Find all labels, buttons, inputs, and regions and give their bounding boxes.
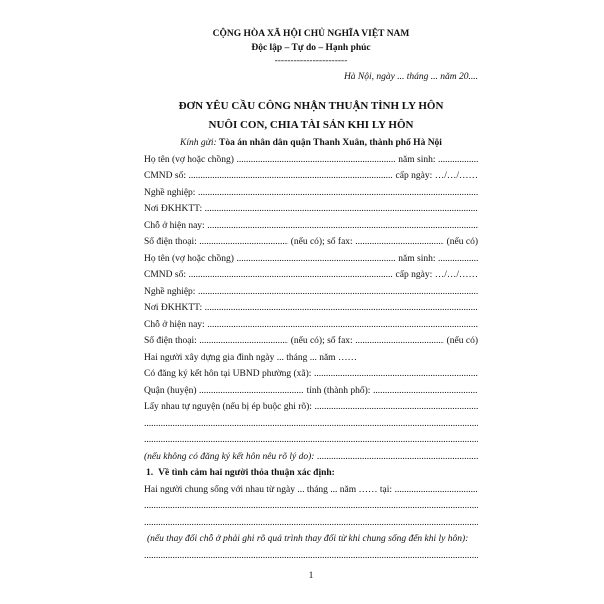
residence-label: Nơi ĐKHKTT: [144,204,203,215]
no-registration-row [144,449,478,466]
voluntary-row [144,399,478,416]
occupation-fill-leader [198,185,478,202]
no-registration-label: (nếu không có đăng ký kết hôn nêu rõ lý do): [144,451,315,462]
id-fill-leader [188,267,393,284]
party-1-occupation-row [144,185,478,202]
issue-date-value: …/…/…… [434,171,478,182]
place-date-line: Hà Nội, ngày ... tháng ... năm 20.... [343,71,478,82]
current-address-label: Chỗ ở hiện nay: [144,220,205,231]
registered-at-fill-leader [314,366,478,383]
party-2-name-row [144,251,478,268]
party-2-residence-row [144,300,478,317]
addressee-recipient: Tòa án nhân dân quận Thanh Xuân, thành phố Hà Nội [219,138,442,148]
fill-leader [144,548,478,565]
address-change-note-row [144,531,478,548]
name-fill-leader [236,152,395,169]
voluntary-label: Lấy nhau tự nguyện (nếu bị ép buộc ghi rõ): [144,402,312,413]
occupation-label: Nghề nghiệp: [144,187,196,198]
voluntary-fill-leader [314,399,478,416]
fax-fill-leader [355,234,444,251]
name-fill-leader [236,251,395,268]
family-since-row [144,350,478,367]
phone-fill-leader [199,333,288,350]
current-address-fill-leader [207,218,478,235]
fax-fill-leader [355,333,444,350]
addressee-label: Kính gửi: [180,138,217,148]
page-number: 1 [308,571,314,581]
national-header [144,28,478,84]
district-label: Quận (huyện) [144,385,197,396]
cohabitation-fill-leader [395,482,478,499]
name-label: Họ tên (vợ hoặc chồng) [144,154,234,165]
district-province-row [144,383,478,400]
issue-date-value: …/…/…… [434,270,478,281]
title-block [144,97,478,153]
issue-date-label: cấp ngày: [395,171,433,182]
fax-note: (nếu có) [446,336,479,347]
province-fill-leader [373,383,478,400]
phone-label: Số điện thoại: [144,237,197,248]
fill-leader [144,498,478,515]
birth-year-fill-leader [438,152,478,169]
party-2-current-address-row [144,317,478,334]
id-label: CMND số: [144,270,186,281]
section-1-heading [144,465,478,482]
id-label: CMND số: [144,171,186,182]
fill-leader [144,432,478,449]
party-1-residence-row [144,201,478,218]
registered-at-label: Có đăng ký kết hôn tại UBND phường (xã): [144,369,312,380]
residence-fill-leader [205,300,478,317]
party-2-phone-row [144,333,478,350]
document-title-line-1: ĐƠN YÊU CẦU CÔNG NHẬN THUẬN TÌNH LY HÔN [178,100,444,112]
no-registration-fill-leader [317,449,478,466]
current-address-label: Chỗ ở hiện nay: [144,319,205,330]
province-label: tỉnh (thành phố): [306,385,371,396]
issue-date-label: cấp ngày: [395,270,433,281]
occupation-fill-leader [198,284,478,301]
fill-leader [144,515,478,532]
birth-year-fill-leader [438,251,478,268]
id-fill-leader [188,168,393,185]
blank-line [144,498,478,515]
phone-fill-leader [199,234,288,251]
cohabitation-row [144,482,478,499]
party-2-occupation-row [144,284,478,301]
party-1-id-row [144,168,478,185]
blank-line [144,515,478,532]
district-fill-leader [199,383,304,400]
addressee [144,134,478,153]
residence-label: Nơi ĐKHKTT: [144,303,203,314]
document-title-line-2: NUÔI CON, CHIA TÀI SẢN KHI LY HÔN [208,118,414,131]
occupation-label: Nghề nghiệp: [144,286,196,297]
section-heading-text: Về tình cảm hai người thỏa thuận xác định: [158,468,335,479]
current-address-fill-leader [207,317,478,334]
party-1-name-row [144,152,478,169]
phone-note: (nếu có); số fax: [290,237,353,248]
blank-line [144,432,478,449]
party-2-id-row [144,267,478,284]
residence-fill-leader [205,201,478,218]
birth-year-label: năm sinh: [398,154,436,165]
header-rule: ----------------------- [274,56,348,66]
party-1-phone-row [144,234,478,251]
nation-name: CỘNG HÒA XÃ HỘI CHỦ NGHĨA VIỆT NAM [212,29,410,39]
blank-line [144,416,478,433]
national-motto: Độc lập – Tự do – Hạnh phúc [251,42,371,53]
cohabitation-label: Hai người chung sống với nhau từ ngày ... tháng ... năm …… tại: [144,484,393,495]
fax-note: (nếu có) [446,237,479,248]
form-fields [144,152,478,565]
fill-leader [144,416,478,433]
blank-line [144,548,478,565]
address-change-note: (nếu thay đổi chỗ ở phải ghi rõ quá trình thay đổi từ khi chung sống đến khi ly hôn): [147,534,469,545]
registered-at-row [144,366,478,383]
birth-year-label: năm sinh: [398,253,436,264]
section-number: 1. [146,468,154,479]
party-1-current-address-row [144,218,478,235]
family-since-text: Hai người xây dựng gia đình ngày ... tháng ... năm …… [144,352,357,363]
name-label: Họ tên (vợ hoặc chồng) [144,253,234,264]
phone-label: Số điện thoại: [144,336,197,347]
phone-note: (nếu có); số fax: [290,336,353,347]
